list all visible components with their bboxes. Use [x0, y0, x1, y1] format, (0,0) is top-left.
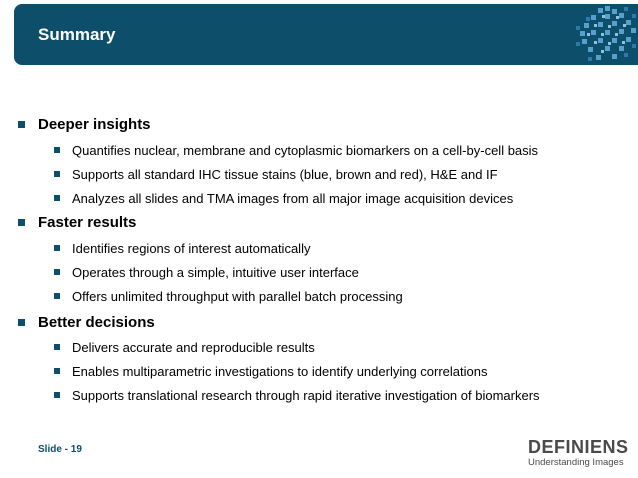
list-item-text: Quantifies nuclear, membrane and cytoplasmic biomarkers on a cell-by-cell basis	[72, 143, 539, 158]
square-bullet-icon	[18, 121, 25, 128]
list-item	[72, 167, 498, 182]
section-heading	[38, 314, 155, 331]
logo-wordmark: DEFINIENS	[528, 437, 629, 457]
list-item	[72, 265, 359, 280]
square-bullet-icon	[18, 219, 25, 226]
square-bullet-icon	[54, 344, 60, 350]
section-heading-text: Deeper insights	[38, 116, 151, 133]
square-bullet-icon	[54, 195, 60, 201]
list-item-text: Delivers accurate and reproducible results	[72, 340, 315, 355]
slide-title: Summary	[38, 25, 116, 44]
square-bullet-icon	[54, 269, 60, 275]
square-bullet-icon	[54, 245, 60, 251]
section-heading	[38, 116, 151, 133]
section-heading-text: Faster results	[38, 214, 137, 231]
square-bullet-icon	[54, 293, 60, 299]
list-item	[72, 364, 488, 379]
list-item-text: Identifies regions of interest automatically	[72, 241, 311, 256]
list-item	[72, 143, 538, 158]
section-heading-text: Better decisions	[38, 314, 155, 331]
list-item-text: Enables multiparametric investigations to identify underlying correlations	[72, 364, 488, 379]
list-item-text: Supports all standard IHC tissue stains (blue, brown and red), H&E and IF	[72, 167, 498, 182]
square-bullet-icon	[54, 147, 60, 153]
list-item	[72, 388, 540, 403]
square-bullet-icon	[54, 171, 60, 177]
list-item-text: Offers unlimited throughput with parallel batch processing	[72, 289, 403, 304]
section-heading	[38, 214, 136, 231]
square-bullet-icon	[54, 368, 60, 374]
list-item	[72, 191, 513, 206]
slide-number: Slide - 19	[38, 444, 82, 455]
list-item-text: Supports translational research through rapid iterative investigation of biomarkers	[72, 388, 540, 403]
square-bullet-icon	[54, 392, 60, 398]
list-item	[72, 340, 315, 355]
list-item	[72, 241, 310, 256]
list-item-text: Operates through a simple, intuitive user interface	[72, 265, 359, 280]
list-item-text: Analyzes all slides and TMA images from all major image acquisition devices	[72, 191, 514, 206]
square-bullet-icon	[18, 319, 25, 326]
company-logo	[528, 437, 629, 468]
list-item	[72, 289, 403, 304]
logo-tagline: Understanding Images	[528, 457, 624, 468]
